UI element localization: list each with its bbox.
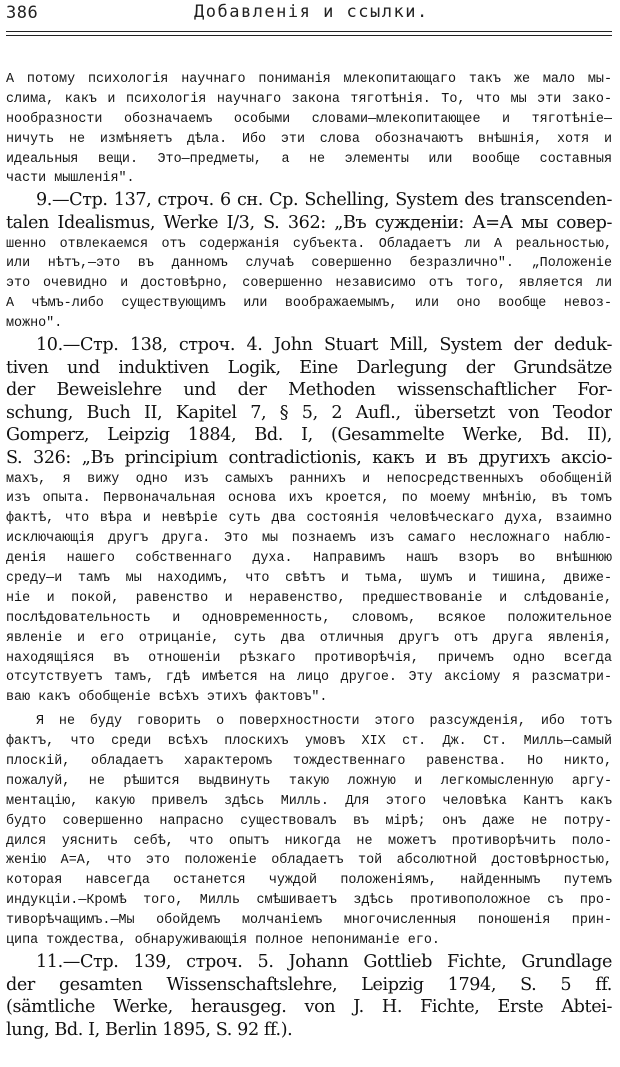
text-line: Я не буду говорить о поверхностности этого разсужденія, ибо тотъ xyxy=(36,714,612,730)
note-10-heading-line: 10.—Стр. 138, строч. 4. John Stuart Mill, System der deduk- xyxy=(36,334,612,355)
text-line: или нѣтъ,—это въ данномъ случаѣ совершенно безразлично". „Положеніе xyxy=(6,256,612,272)
text-line: явленіе и его отрицаніе, суть два отличныя другъ отъ друга явленія, xyxy=(6,630,612,646)
text-line: женію А=А, что это положеніе обладаетъ той абсолютной достовѣрностью, xyxy=(6,853,612,869)
text-line: lung, Bd. I, Berlin 1895, S. 92 ff.). xyxy=(6,1019,293,1040)
text-line: это очевидно и достовѣрно, совершенно независимо отъ того, является ли xyxy=(6,276,612,292)
text-line: ментацію, какую привелъ здѣсь Милль. Для этого человѣка Кантъ какъ xyxy=(6,793,612,809)
text-line: der gesamten Wissenschaftslehre, Leipzig 1794, S. 5 ff. xyxy=(6,974,612,995)
text-line: schung, Buch II, Kapitel 7, § 5, 2 Aufl., übersetzt von Teodor xyxy=(6,402,612,423)
text-line: пожалуй, не рѣшится выдвинуть такую ложную и легкомысленную аргу- xyxy=(6,773,612,789)
text-line: денія нашего собственнаго духа. Направимъ нашъ взоръ во внѣшнюю xyxy=(6,551,612,567)
text-line: идеальныя вещи. Это—предметы, а не элементы или вообще составныя xyxy=(6,151,612,167)
text-line: der Beweislehre und der Methoden wissenschaftlicher For- xyxy=(6,380,612,401)
text-line: среду—и тамъ мы находимъ, что свѣтъ и тьма, шумъ и тишина, движе- xyxy=(6,571,612,586)
book-page xyxy=(6,0,612,1067)
text-line: ничуть не измѣняетъ дѣла. Ибо эти слова обозначаютъ внѣшнія, хотя и xyxy=(6,131,612,147)
text-line: фактъ, что среди всѣхъ плоскихъ умовъ XIX ст. Дж. Ст. Милль—самый xyxy=(6,734,612,750)
text-line: плоскій, обладаетъ характеромъ тождественнаго равенства. Но никто, xyxy=(6,754,612,770)
text-line: шенно отвлекаемся отъ содержанія субъекта. Обладаетъ ли А реальностью, xyxy=(6,236,612,252)
header-rule-top xyxy=(6,31,612,32)
text-line: ципа тождества, обнаруживающія полное непониманіе его. xyxy=(6,933,440,949)
text-line: (sämtliche Werke, herausgeg. von J. H. Fichte, Erste Abtei- xyxy=(6,997,612,1018)
text-line: ніе и покой, равенство и неравенство, предшествованіе и слѣдованіе, xyxy=(6,590,612,606)
text-line: tiven und induktiven Logik, Eine Darlegung der Grundsätze xyxy=(6,357,612,378)
text-line: индукціи.—Кромѣ того, Милль смѣшиваетъ здѣсь противоположное съ про- xyxy=(6,893,612,909)
page-header xyxy=(6,2,612,28)
text-line: нообразности обозначаемъ особыми словами—млекопитающее и тяготѣніе— xyxy=(6,111,612,127)
text-line: изъ опыта. Первоначальная основа ихъ кроется, по моему мнѣнію, въ томъ xyxy=(6,491,612,507)
text-line: отсутствуетъ тамъ, гдѣ имѣется на лицо другое. Эту аксіому я разсматри- xyxy=(6,670,612,686)
text-line: части мышленія". xyxy=(6,171,135,187)
text-line: тиворѣчащимъ.—Мы обойдемъ молчаніемъ многочисленныя поношенія прин- xyxy=(6,913,612,929)
page-body xyxy=(6,70,612,1041)
text-line: А потому психологія научнаго пониманія млекопитающаго такъ же мало мы- xyxy=(6,72,612,87)
text-line: будто совершенно напрасно существовалъ въ мірѣ; онъ даже не потру- xyxy=(6,813,612,829)
running-head: Добавленія и ссылки. xyxy=(194,2,429,22)
text-line: А чѣмъ-либо существующимъ или воображаемымъ, или оно вообще невоз- xyxy=(6,296,612,312)
header-rule-bottom xyxy=(6,35,612,36)
text-line: дился уяснить себѣ, что опытъ никогда не можетъ противорѣчить поло- xyxy=(6,833,612,849)
text-line: махъ, я вижу одно изъ самыхъ раннихъ и непосредственныхъ обобщеній xyxy=(6,471,612,487)
text-line: Gomperz, Leipzig 1884, Bd. I, (Gesammelte Werke, Bd. II), xyxy=(6,425,612,446)
note-9-heading-line: 9.—Стр. 137, строч. 6 сн. Cp. Schelling, System des transcenden- xyxy=(36,190,612,211)
text-line: ваю какъ обобщеніе всѣхъ этихъ фактовъ". xyxy=(6,690,328,706)
text-line: находящіяся въ отношеніи рѣзкаго противорѣчія, причемъ одно всегда xyxy=(6,650,612,666)
text-line: слима, какъ и психологія научнаго закона тяготѣнія. То, что мы эти зако- xyxy=(6,91,612,107)
note-11-heading-line: 11.—Стр. 139, строч. 5. Johann Gottlieb Fichte, Grundlage xyxy=(36,951,612,972)
text-line: S. 326: „Въ principium contradictionis, какъ и въ другихъ аксіо- xyxy=(6,447,612,468)
text-line: talen Idealismus, Werke I/3, S. 362: „Въ сужденіи: А=А мы совер- xyxy=(6,212,612,233)
text-line: можно". xyxy=(6,316,63,332)
text-line: фактѣ, что вѣра и невѣріе суть два состоянія человѣческаго духа, взаимно xyxy=(6,511,612,527)
text-line: послѣдовательность и одновременность, словомъ, всякое положительное xyxy=(6,610,612,626)
page-number: 386 xyxy=(6,3,39,23)
text-line: которая навсегда останется чуждой положеніямъ, найденнымъ путемъ xyxy=(6,873,612,889)
text-line: исключающія другъ друга. Это мы познаемъ изъ самаго несложнаго наблю- xyxy=(6,531,612,547)
